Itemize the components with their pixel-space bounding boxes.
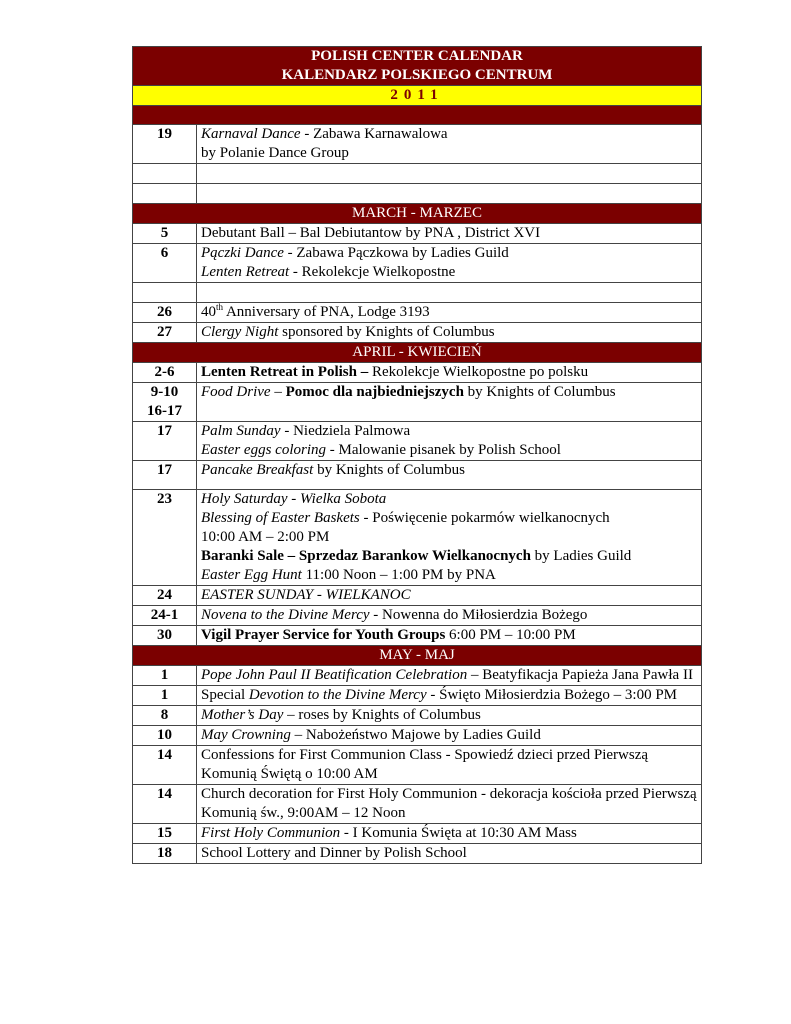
month-heading: MAY - MAJ	[133, 646, 702, 666]
event-description: Clergy Night sponsored by Knights of Columbus	[197, 323, 702, 343]
event-description: First Holy Communion - I Komunia Święta at 10:30 AM Mass	[197, 824, 702, 844]
calendar-table	[132, 46, 702, 864]
event-day: 26	[133, 303, 197, 323]
event-row	[133, 490, 702, 586]
year-label: 2011	[133, 86, 702, 106]
event-day: 9-10 16-17	[133, 383, 197, 422]
event-row	[133, 844, 702, 864]
event-description: May Crowning – Nabożeństwo Majowe by Ladies Guild	[197, 726, 702, 746]
event-description: Pope John Paul II Beatification Celebration – Beatyfikacja Papieża Jana Pawła II	[197, 666, 702, 686]
divider-bar	[133, 106, 702, 125]
event-description: Mother’s Day – roses by Knights of Columbus	[197, 706, 702, 726]
calendar-title	[133, 47, 702, 86]
event-day: 1	[133, 666, 197, 686]
event-day: 10	[133, 726, 197, 746]
event-day: 27	[133, 323, 197, 343]
event-day: 23	[133, 490, 197, 586]
event-day: 14	[133, 746, 197, 785]
month-heading-march	[133, 204, 702, 224]
event-description: EASTER SUNDAY - WIELKANOC	[197, 586, 702, 606]
event-description: School Lottery and Dinner by Polish School	[197, 844, 702, 864]
event-day: 17	[133, 422, 197, 461]
empty-row	[133, 283, 702, 303]
event-description: Confessions for First Communion Class - Spowiedź dzieci przed Pierwszą Komunią Świętą o 10:00 AM	[197, 746, 702, 785]
event-day: 15	[133, 824, 197, 844]
event-row	[133, 686, 702, 706]
month-heading-may	[133, 646, 702, 666]
event-day: 17	[133, 461, 197, 490]
event-description: Church decoration for First Holy Communion - dekoracja kościoła przed Pierwszą Komunią św., 9:00AM – 12 Noon	[197, 785, 702, 824]
event-row	[133, 461, 702, 490]
event-day: 18	[133, 844, 197, 864]
event-day: 8	[133, 706, 197, 726]
event-description: Karnaval Dance - Zabawa Karnawalowa by Polanie Dance Group	[197, 125, 702, 164]
event-day: 2-6	[133, 363, 197, 383]
event-row	[133, 244, 702, 283]
header-row	[133, 47, 702, 86]
event-description: Novena to the Divine Mercy - Nowenna do Miłosierdzia Bożego	[197, 606, 702, 626]
event-row	[133, 224, 702, 244]
event-row	[133, 626, 702, 646]
event-day: 19	[133, 125, 197, 164]
event-day: 24-1	[133, 606, 197, 626]
event-description: Food Drive – Pomoc dla najbiedniejszych by Knights of Columbus	[197, 383, 702, 422]
event-row	[133, 785, 702, 824]
event-row	[133, 422, 702, 461]
event-day: 5	[133, 224, 197, 244]
empty-row	[133, 184, 702, 204]
event-day: 1	[133, 686, 197, 706]
year-row	[133, 86, 702, 106]
event-description: Lenten Retreat in Polish – Rekolekcje Wielkopostne po polsku	[197, 363, 702, 383]
empty-row	[133, 164, 702, 184]
event-row	[133, 363, 702, 383]
event-description: Pączki Dance - Zabawa Pączkowa by Ladies Guild Lenten Retreat - Rekolekcje Wielkopostne	[197, 244, 702, 283]
event-description: 40th Anniversary of PNA, Lodge 3193	[197, 303, 702, 323]
event-day: 6	[133, 244, 197, 283]
event-description: Palm Sunday - Niedziela Palmowa Easter eggs coloring - Malowanie pisanek by Polish School	[197, 422, 702, 461]
event-row	[133, 303, 702, 323]
event-row	[133, 323, 702, 343]
event-row	[133, 726, 702, 746]
month-heading: APRIL - KWIECIEŃ	[133, 343, 702, 363]
month-heading-april	[133, 343, 702, 363]
event-description: Holy Saturday - Wielka Sobota Blessing of Easter Baskets - Poświęcenie pokarmów wielkanocnych 10:00 AM – 2:00 PM Baranki Sale – Sprzedaz Barankow Wielkanocnych by Ladies Guild Easter Egg Hunt 11:00 Noon – 1:00 PM by PNA	[197, 490, 702, 586]
event-row	[133, 586, 702, 606]
event-description: Debutant Ball – Bal Debiutantow by PNA , District XVI	[197, 224, 702, 244]
event-row	[133, 706, 702, 726]
event-description: Special Devotion to the Divine Mercy - Święto Miłosierdzia Bożego – 3:00 PM	[197, 686, 702, 706]
event-row	[133, 666, 702, 686]
event-row	[133, 824, 702, 844]
event-row	[133, 125, 702, 164]
event-title: Karnaval Dance	[201, 126, 301, 142]
month-heading: MARCH - MARZEC	[133, 204, 702, 224]
event-day: 14	[133, 785, 197, 824]
event-day: 30	[133, 626, 197, 646]
event-row	[133, 746, 702, 785]
event-day: 24	[133, 586, 197, 606]
title-english: POLISH CENTER CALENDAR	[311, 48, 523, 64]
event-description: Pancake Breakfast by Knights of Columbus	[197, 461, 702, 490]
event-row	[133, 606, 702, 626]
event-description: Vigil Prayer Service for Youth Groups 6:00 PM – 10:00 PM	[197, 626, 702, 646]
event-row	[133, 383, 702, 422]
title-polish: KALENDARZ POLSKIEGO CENTRUM	[281, 67, 553, 83]
